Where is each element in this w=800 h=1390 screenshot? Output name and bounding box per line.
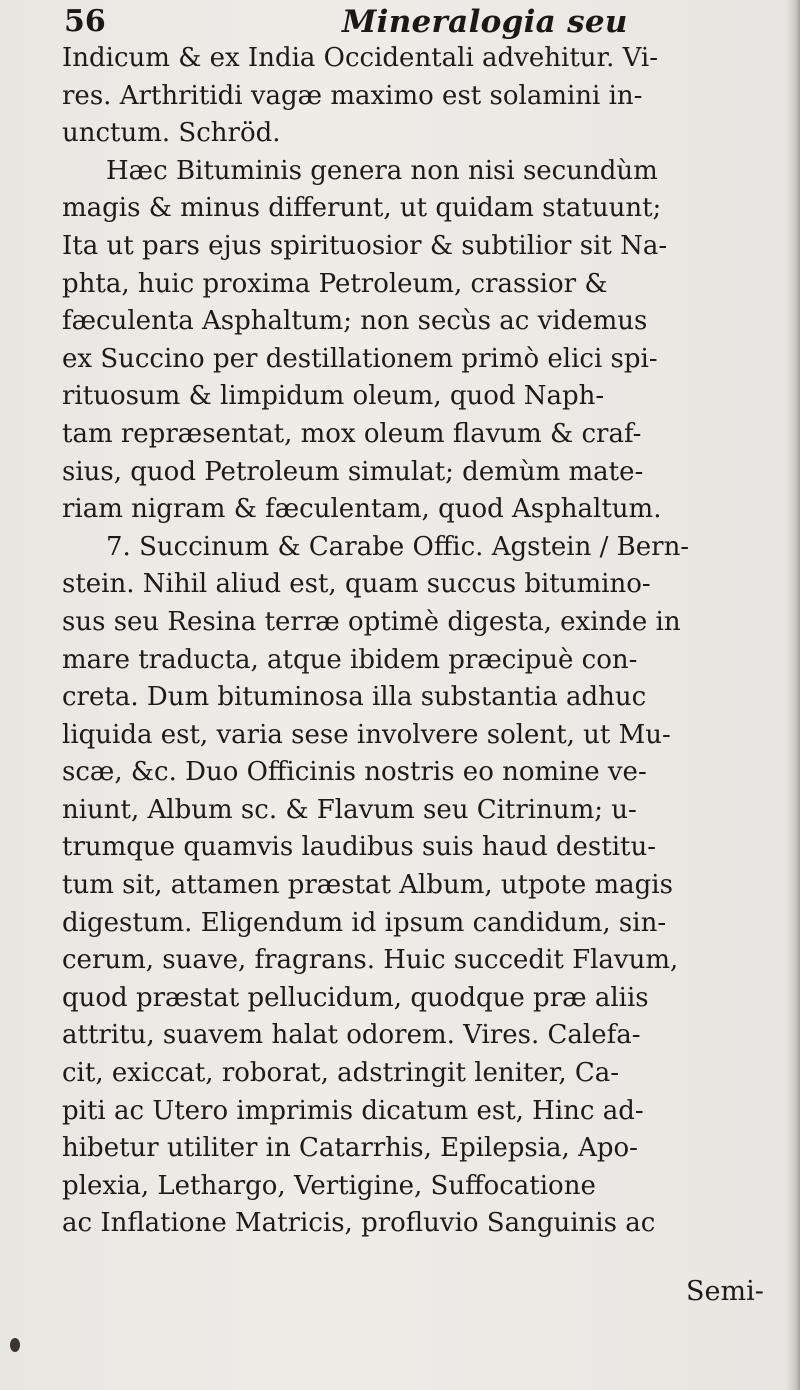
text-line: Indicum & ex India Occidentali advehitur. Vi- bbox=[62, 43, 659, 73]
text-line: riam nigram & fæculentam, quod Asphaltum. bbox=[62, 494, 662, 525]
text-line: niunt, Album sc. & Flavum seu Citrinum; u- bbox=[62, 794, 637, 825]
text-line: scæ, &c. Duo Officinis nostris eo nomine ve- bbox=[62, 757, 647, 788]
text-line: phta, huic proxima Petroleum, crassior & bbox=[62, 268, 608, 299]
ink-spot bbox=[10, 1338, 20, 1352]
text-line: 7. Succinum & Carabe Offic. Agstein / Bern- bbox=[106, 531, 690, 562]
text-line: sus seu Resina terræ optimè digesta, exinde in bbox=[62, 606, 681, 637]
text-line: Ita ut pars ejus spirituosior & subtilior sit Na- bbox=[62, 230, 668, 261]
text-line: attritu, suavem halat odorem. Vires. Calefa- bbox=[62, 1020, 641, 1051]
text-line: res. Arthritidi vagæ maximo est solamini in- bbox=[62, 80, 643, 111]
text-line: liquida est, varia sese involvere solent, ut Mu- bbox=[62, 719, 671, 750]
text-line: quod præstat pellucidum, quodque præ aliis bbox=[62, 982, 649, 1013]
text-line: magis & minus differunt, ut quidam statuunt; bbox=[62, 193, 662, 224]
text-line: Hæc Bituminis genera non nisi secundùm bbox=[106, 155, 658, 186]
text-line: cit, exiccat, roborat, adstringit leniter, Ca- bbox=[62, 1058, 620, 1089]
text-line: sius, quod Petroleum simulat; demùm mate- bbox=[62, 456, 644, 487]
running-head: Mineralogia seu bbox=[342, 4, 628, 40]
text-line: fæculenta Asphaltum; non secùs ac videmus bbox=[62, 306, 648, 337]
page-edge-shadow bbox=[786, 0, 800, 1390]
text-line: tam repræsentat, mox oleum flavum & craf- bbox=[62, 418, 642, 449]
body-text bbox=[62, 40, 788, 1243]
text-line: digestum. Eligendum id ipsum candidum, sin- bbox=[62, 907, 667, 938]
text-line: mare traducta, atque ibidem præcipuè con- bbox=[62, 644, 638, 675]
text-line: ex Succino per destillationem primò elici spi- bbox=[62, 343, 658, 374]
catchword: Semi- bbox=[686, 1276, 764, 1307]
text-line: piti ac Utero imprimis dicatum est, Hinc ad- bbox=[62, 1095, 644, 1126]
text-line: ac Inflatione Matricis, profluvio Sanguinis ac bbox=[62, 1208, 656, 1239]
text-line: hibetur utiliter in Catarrhis, Epilepsia, Apo- bbox=[62, 1133, 638, 1164]
text-line: rituosum & limpidum oleum, quod Naph- bbox=[62, 381, 605, 412]
text-line: plexia, Lethargo, Vertigine, Suffocatione bbox=[62, 1170, 596, 1201]
page-number: 56 bbox=[64, 4, 106, 39]
text-line: stein. Nihil aliud est, quam succus bitumino- bbox=[62, 569, 651, 600]
page-header bbox=[56, 2, 776, 40]
text-line: tum sit, attamen præstat Album, utpote magis bbox=[62, 870, 673, 901]
text-line: creta. Dum bituminosa illa substantia adhuc bbox=[62, 682, 647, 713]
text-line: trumque quamvis laudibus suis haud destitu- bbox=[62, 832, 657, 863]
text-line: unctum. Schröd. bbox=[62, 118, 281, 149]
text-line: cerum, suave, fragrans. Huic succedit Flavum, bbox=[62, 945, 679, 976]
